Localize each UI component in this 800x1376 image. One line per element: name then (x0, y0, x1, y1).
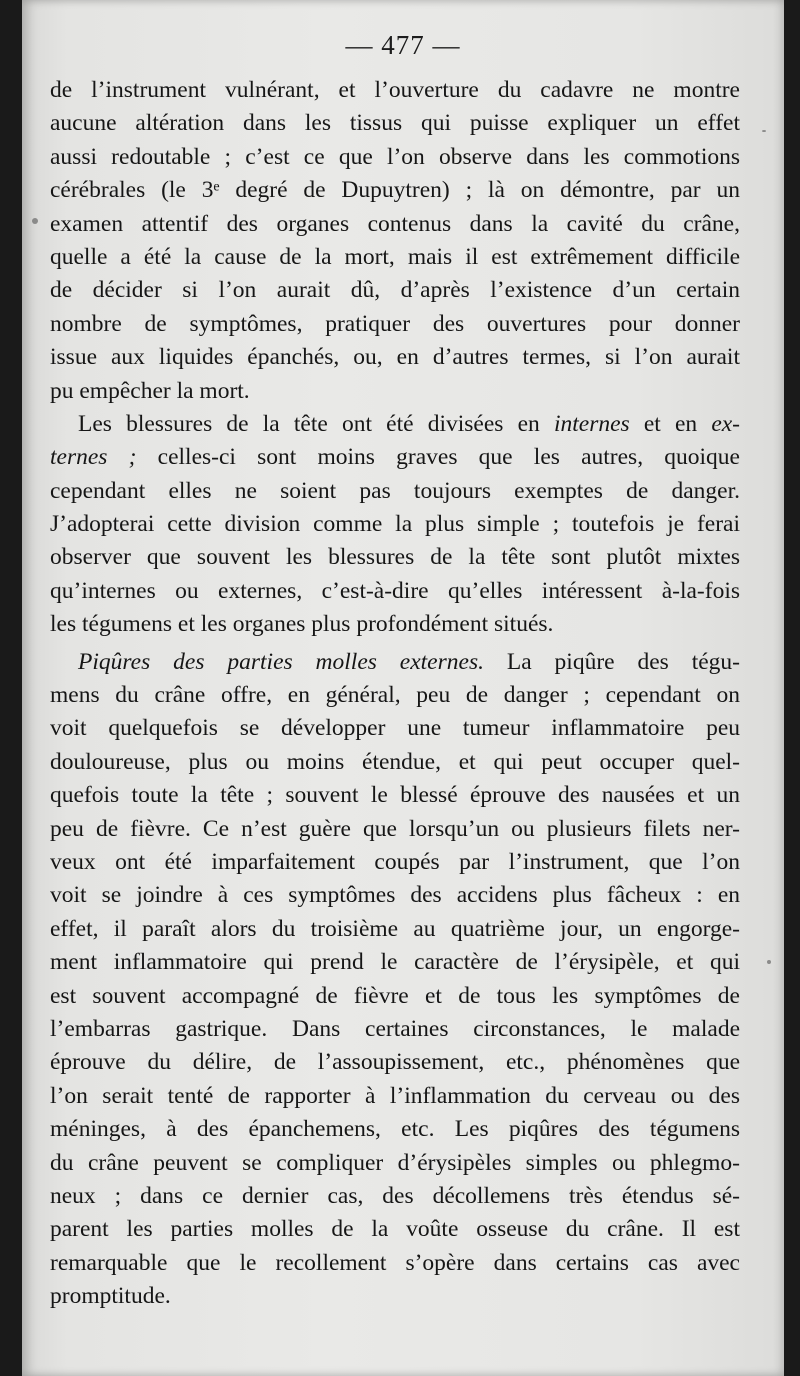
text-line: effet, il paraît alors du troisième au quatrième jour, un engorge- (50, 915, 740, 942)
text-line: mens du crâne offre, en général, peu de danger ; cependant on (50, 682, 740, 709)
text-line: promptitude. (50, 1283, 171, 1310)
text-line (50, 646, 740, 679)
text-line: quelle a été la cause de la mort, mais il est extrêmement difficile (50, 243, 740, 270)
text-line: peu de fièvre. Ce n’est guère que lorsqu’un ou plusieurs filets ner- (50, 815, 740, 842)
text-run: La piqûre des tégu- (483, 648, 741, 675)
ink-speck (32, 218, 38, 224)
paragraph-2 (50, 408, 740, 642)
text-line: du crâne peuvent se compliquer d’érysipèles simples ou phlegmo- (50, 1149, 740, 1176)
text-line: J’adopterai cette division comme la plus simple ; toutefois je ferai (50, 511, 740, 538)
text-line: l’embarras gastrique. Dans certaines circonstances, le malade (50, 1015, 740, 1042)
text-line: examen attentif des organes contenus dans la cavité du crâne, (50, 210, 740, 237)
text-line: nombre de symptômes, pratiquer des ouvertures pour donner (50, 310, 740, 337)
text-line: de l’instrument vulnérant, et l’ouverture du cadavre ne montre (50, 77, 740, 103)
text-line: de décider si l’on aurait dû, d’après l’existence d’un certain (50, 277, 740, 304)
text-line: veux ont été imparfaitement coupés par l’instrument, que l’on (50, 848, 740, 875)
text-line (50, 408, 740, 441)
text-run: et en (629, 410, 712, 437)
text-run: celles-ci sont moins graves que les autres, quoique (136, 444, 740, 471)
page-number: — 477 — (345, 30, 461, 60)
book-page (22, 0, 784, 1376)
italic-term: internes (553, 410, 630, 437)
text-line: quefois toute la tête ; souvent le blessé éprouve des nausées et un (50, 782, 740, 809)
text-line: aucune altération dans les tissus qui puisse expliquer un effet (50, 110, 740, 137)
text-line: voit quelquefois se développer une tumeur inflammatoire peu (50, 715, 740, 742)
text-line: voit se joindre à ces symptômes des accidens plus fâcheux : en (50, 882, 740, 909)
text-line: neux ; dans ce dernier cas, des décollemens très étendus sé- (50, 1182, 740, 1209)
paragraph-1 (50, 74, 740, 408)
ink-speck (762, 130, 766, 132)
text-line: aussi redoutable ; c’est ce que l’on observe dans les commotions (50, 143, 740, 170)
text-line: issue aux liquides épanchés, ou, en d’autres termes, si l’on aurait (50, 344, 740, 371)
text-line: cependant elles ne soient pas toujours exemptes de danger. (50, 477, 740, 504)
text-line: éprouve du délire, de l’assoupissement, etc., phénomènes que (50, 1049, 740, 1076)
text-line: remarquable que le recollement s’opère dans certains cas avec (50, 1249, 740, 1276)
ink-speck (767, 960, 771, 964)
text-line: pu empêcher la mort. (50, 377, 250, 404)
italic-term: ternes ; (50, 444, 137, 471)
text-run: Les blessures de la tête ont été divisées en (78, 410, 554, 437)
body-text (50, 74, 740, 1313)
section-heading: Piqûres des parties molles externes. (78, 648, 484, 675)
text-line: douloureuse, plus ou moins étendue, et qui peut occuper quel- (50, 748, 740, 775)
paragraph-3 (50, 646, 740, 1314)
text-line: méninges, à des épanchemens, etc. Les piqûres des tégumens (50, 1116, 740, 1143)
text-line: qu’internes ou externes, c’est-à-dire qu’elles intéressent à-la-fois (50, 577, 740, 604)
italic-term: ex- (711, 410, 740, 437)
text-line: ment inflammatoire qui prend le caractère de l’érysipèle, et qui (50, 949, 740, 976)
text-line (50, 441, 740, 474)
text-line: parent les parties molles de la voûte osseuse du crâne. Il est (50, 1216, 740, 1243)
text-line: cérébrales (le 3ᵉ degré de Dupuytren) ; là on démontre, par un (50, 177, 740, 204)
text-line: les tégumens et les organes plus profondément situés. (50, 611, 554, 638)
text-line: l’on serait tenté de rapporter à l’inflammation du cerveau ou des (50, 1082, 740, 1109)
text-line: est souvent accompagné de fièvre et de tous les symptômes de (50, 982, 740, 1009)
text-line: observer que souvent les blessures de la tête sont plutôt mixtes (50, 544, 740, 571)
